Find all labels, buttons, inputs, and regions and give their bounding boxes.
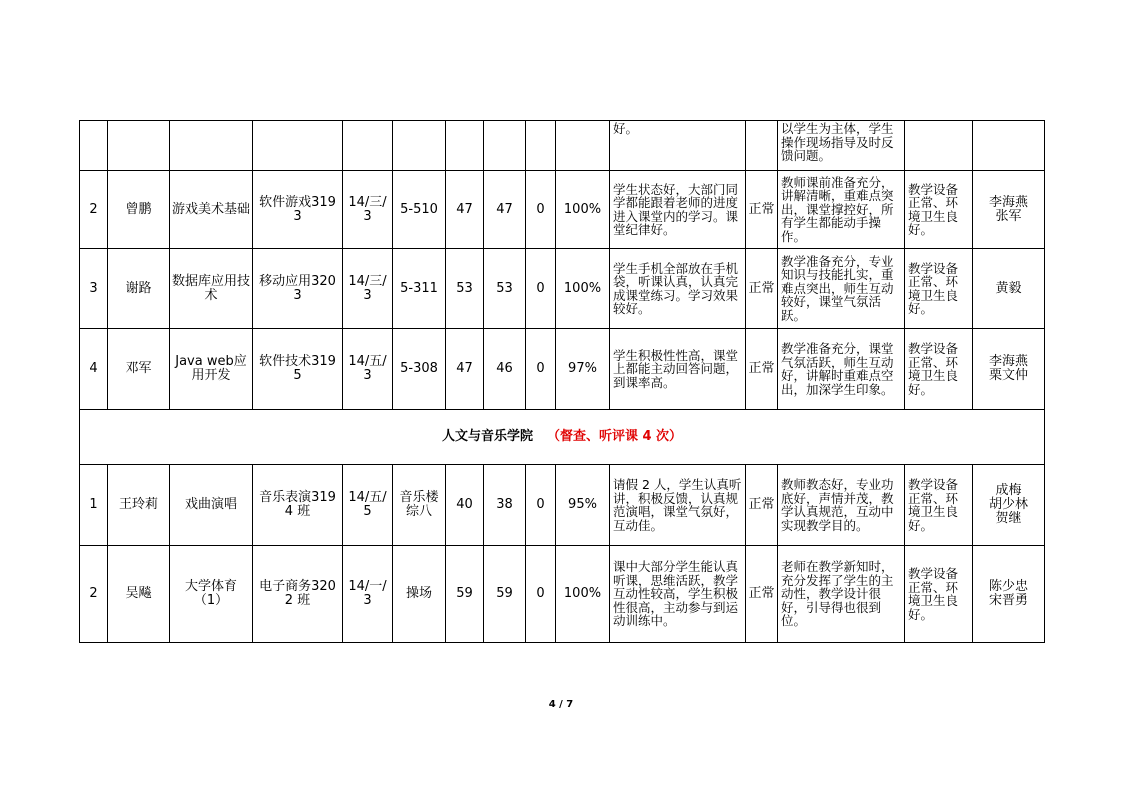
cell-env [905,121,973,171]
cell-inspector: 陈少忠 宋晋勇 [973,546,1045,643]
cell-enrolled: 47 [446,329,484,410]
cell-no: 1 [80,465,108,546]
cell-teaching: 教师教态好，专业功底好，声情并茂，教学认真规范，互动中实现教学目的。 [778,465,905,546]
table-row [80,546,1045,643]
cell-time: 14/三/3 [343,171,393,249]
cell-teaching: 教师课前准备充分，讲解清晰，重难点突出，课堂撑控好，所有学生都能动手操作。 [778,171,905,249]
cell-actual: 47 [484,171,526,249]
cell-enrolled [446,121,484,171]
table-row [80,249,1045,329]
cell-order: 正常 [746,546,778,643]
cell-room: 音乐楼综八 [393,465,446,546]
cell-time: 14/五/5 [343,465,393,546]
cell-room: 操场 [393,546,446,643]
cell-no: 2 [80,171,108,249]
cell-course: Java web应用开发 [170,329,253,410]
cell-time [343,121,393,171]
table-row [80,329,1045,410]
cell-teacher: 曾鹏 [108,171,170,249]
cell-no [80,121,108,171]
cell-teaching: 老师在教学新知时，充分发挥了学生的主动性，教学设计很好，引导得也很到位。 [778,546,905,643]
table-row-continued [80,121,1045,171]
section-note: （督查、听评课 4 次） [546,429,683,444]
cell-class: 软件游戏3193 [253,171,343,249]
cell-absent: 0 [526,329,556,410]
cell-order: 正常 [746,249,778,329]
cell-teacher: 邓军 [108,329,170,410]
cell-env: 教学设备正常、环境卫生良好。 [905,329,973,410]
cell-order: 正常 [746,171,778,249]
cell-class [253,121,343,171]
cell-course [170,121,253,171]
cell-course: 游戏美术基础 [170,171,253,249]
cell-room: 5-308 [393,329,446,410]
cell-teaching: 教学准备充分，专业知识与技能扎实，重难点突出，师生互动较好，课堂气氛活跃。 [778,249,905,329]
cell-env: 教学设备正常、环境卫生良好。 [905,171,973,249]
cell-class: 移动应用3203 [253,249,343,329]
cell-rate: 95% [556,465,610,546]
cell-teacher [108,121,170,171]
cell-class: 软件技术3195 [253,329,343,410]
cell-time: 14/五/3 [343,329,393,410]
cell-course: 戏曲演唱 [170,465,253,546]
cell-teacher: 吴飚 [108,546,170,643]
cell-absent: 0 [526,546,556,643]
cell-actual: 38 [484,465,526,546]
cell-situation: 学生手机全部放在手机袋，听课认真，认真完成课堂练习。学习效果较好。 [610,249,746,329]
cell-no: 2 [80,546,108,643]
cell-inspector [973,121,1045,171]
cell-env: 教学设备正常、环境卫生良好。 [905,249,973,329]
cell-actual: 46 [484,329,526,410]
cell-teaching: 教学准备充分，课堂气氛活跃，师生互动好，讲解时重难点空出，加深学生印象。 [778,329,905,410]
cell-teacher: 王玲莉 [108,465,170,546]
cell-course: 数据库应用技术 [170,249,253,329]
cell-env: 教学设备正常、环境卫生良好。 [905,465,973,546]
cell-teacher: 谢路 [108,249,170,329]
cell-inspector: 成梅 胡少林 贺继 [973,465,1045,546]
cell-env: 教学设备正常、环境卫生良好。 [905,546,973,643]
cell-actual: 53 [484,249,526,329]
cell-order: 正常 [746,329,778,410]
cell-order [746,121,778,171]
cell-rate: 100% [556,171,610,249]
cell-inspector: 李海燕 张军 [973,171,1045,249]
cell-situation: 学生状态好，大部门同学都能跟着老师的进度进入课堂内的学习。课堂纪律好。 [610,171,746,249]
cell-inspector: 黄毅 [973,249,1045,329]
table-row [80,171,1045,249]
cell-absent [526,121,556,171]
cell-rate: 97% [556,329,610,410]
cell-room: 5-311 [393,249,446,329]
cell-rate: 100% [556,546,610,643]
cell-situation: 好。 [610,121,746,171]
cell-teaching: 以学生为主体，学生操作现场指导及时反馈问题。 [778,121,905,171]
cell-time: 14/一/3 [343,546,393,643]
cell-absent: 0 [526,171,556,249]
cell-enrolled: 59 [446,546,484,643]
section-name: 人文与音乐学院 [441,429,533,444]
cell-no: 3 [80,249,108,329]
cell-time: 14/三/3 [343,249,393,329]
cell-room [393,121,446,171]
cell-actual: 59 [484,546,526,643]
cell-rate [556,121,610,171]
cell-situation: 课中大部分学生能认真听课，思维活跃，教学互动性较高，学生积极性很高，主动参与到运动训练中。 [610,546,746,643]
cell-absent: 0 [526,465,556,546]
cell-enrolled: 47 [446,171,484,249]
cell-order: 正常 [746,465,778,546]
page-number: 4 / 7 [548,699,574,710]
cell-class: 音乐表演3194 班 [253,465,343,546]
table-row [80,465,1045,546]
section-header-row [80,410,1045,465]
cell-course: 大学体育（1） [170,546,253,643]
cell-room: 5-510 [393,171,446,249]
cell-situation: 学生积极性性高，课堂上都能主动回答问题，到课率高。 [610,329,746,410]
cell-inspector: 李海燕 栗文仲 [973,329,1045,410]
cell-absent: 0 [526,249,556,329]
cell-situation: 请假 2 人，学生认真听讲，积极反馈，认真规范演唱，课堂气氛好，互动佳。 [610,465,746,546]
cell-no: 4 [80,329,108,410]
inspection-table [79,120,1045,643]
cell-rate: 100% [556,249,610,329]
section-title [80,410,1045,465]
cell-enrolled: 40 [446,465,484,546]
cell-enrolled: 53 [446,249,484,329]
cell-actual [484,121,526,171]
cell-class: 电子商务3202 班 [253,546,343,643]
